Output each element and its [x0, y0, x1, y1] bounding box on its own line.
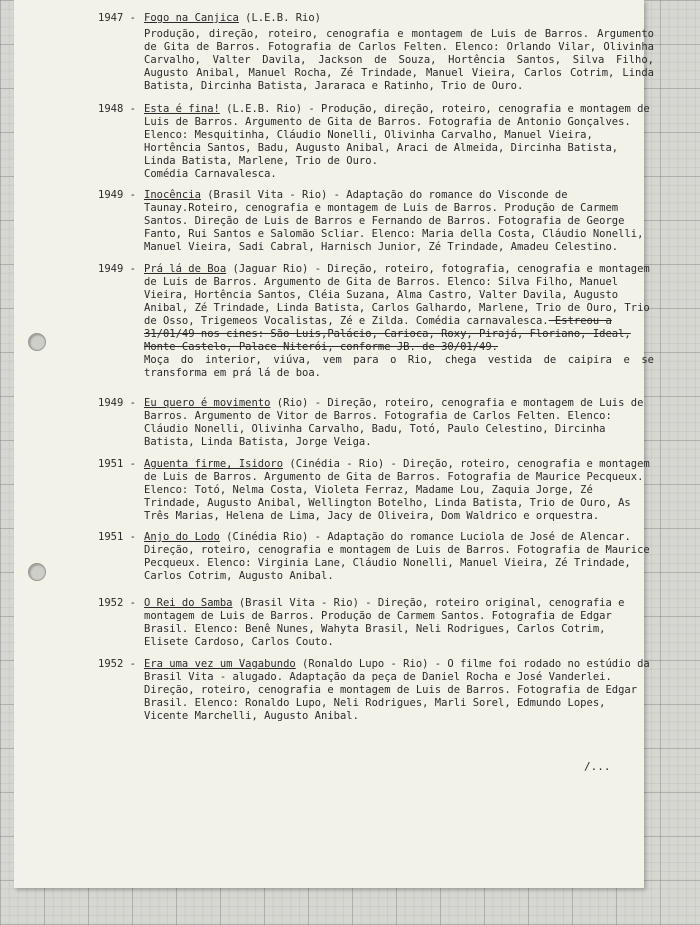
entry-credits: (Rio) - Direção, roteiro, cenografia e montagem de Luis de Barros. Argumento de Vitor de Barros. Fotografia de Carlos Felten. Elenco: Cláudio Nonelli, Olivinha Carvalho, Badu, Totó, Paulo Celestino, Dircinha Batista, Linda Batista, Jorge Veiga.: [144, 397, 644, 448]
punch-hole-top: [28, 333, 46, 351]
film-title: Eu quero é movimento: [144, 397, 271, 409]
entry-year: 1952 -: [98, 658, 136, 670]
film-title: Prá lá de Boa: [144, 263, 227, 275]
entry-credits: Produção, direção, roteiro, cenografia e montagem de Luis de Barros. Argumento de Gita de Barros. Fotografia de Carlos Felten. Elenco: Orlando Vilar, Olivinha Carvalho, Valter Davila, Jackson de Souza, Hortência Santos, Silva Filho, Augusto Anibal, Manuel Rocha, Zé Trindade, Manuel Vieira, Carlos Cotrim, Linda Batista, Dircinha Batista, Jararaca e Ratinho, Trio de Ouro.: [144, 28, 661, 92]
film-title: Era uma vez um Vagabundo: [144, 658, 296, 670]
film-title: Anjo do Lodo: [144, 531, 220, 543]
entry-year: 1948 -: [98, 103, 136, 115]
struck-release-note: Estreou a 31/01/49 nos cines: São Luis,Palácio, Carioca, Roxy, Pirajá, Floriano, Ideal, Monte Castelo, Palace Niterói, conforme JB. de 30/01/49.: [144, 315, 631, 353]
entry-year: 1949 -: [98, 263, 136, 275]
entry-credits: (L.E.B. Rio) - Produção, direção, roteiro, cenografia e montagem de Luis de Barros. Argumento de Gita de Barros. Fotografia de Antonio Gonçalves. Elenco: Mesquitinha, Cláudio Nonelli, Olivinha Carvalho, Manuel Vieira, Hortência Santos, Badu, Augusto Anibal, Araci de Almeida, Dircinha Batista, Linda Batista, Marlene, Trio de Ouro.: [144, 103, 650, 167]
entry-year: 1951 -: [98, 531, 136, 543]
entry-studio: (L.E.B. Rio): [238, 12, 322, 24]
entry-year: 1951 -: [98, 458, 136, 470]
film-title: Aguenta firme, Isidoro: [144, 458, 284, 470]
entry-credits: (Cinédia Rio) - Adaptação do romance Luciola de José de Alencar. Direção, roteiro, cenografia e montagem de Luis de Barros. Fotografia de Maurice Pecqueux. Elenco: Virginia Lane, Cláudio Nonelli, Manuel Vieira, Zé Trindade, Carlos Cotrim, Augusto Anibal.: [144, 531, 650, 582]
entry-year: 1952 -: [98, 597, 136, 609]
entry-note: Comédia carnavalesca.: [415, 315, 549, 327]
continuation-mark: /...: [584, 760, 611, 773]
entry-year: 1947 -: [98, 12, 136, 24]
film-title: Inocência: [144, 189, 201, 201]
entry-credits: (Brasil Vita - Rio) - Adaptação do romance do Visconde de Taunay.Roteiro, cenografia e montagem de Luis de Barros. Produção de Carmem Santos. Direção de Luis de Barros e Fernando de Barros. Fotografia de George Fanto, Rui Santos e Salomão Scliar. Elenco: Maria della Costa, Cláudio Nonelli, Manuel Vieira, Sadi Cabral, Harnisch Junior, Zé Trindade, Amadeu Celestino.: [144, 189, 644, 253]
entry-credits: (Jaguar Rio) - Direção, roteiro, fotografia, cenografia e montagem de Luis de Barros. Argumento de Gita de Barros. Elenco: Silva Filho, Manuel Vieira, Hortência Santos, Cléia Suzana, Alma Castro, Valter Davila, Augusto Anibal, Zé Trindade, Linda Batista, Carlos Galhardo, Marlene, Trio de Ouro, Trio de Osso, Trigemeos Vocalistas, Zé e Zilda.: [144, 263, 650, 327]
entry-credits: (Brasil Vita - Rio) - Direção, roteiro original, cenografia e montagem de Luis de Barros. Produção de Carmem Santos. Fotografia de Edgar Brasil. Elenco: Benê Nunes, Wahyta Brasil, Neli Rodrigues, Carlos Cotrim, Elisete Cardoso, Carlos Couto.: [144, 597, 625, 648]
entry-year: 1949 -: [98, 397, 136, 409]
entry-synopsis: Moça do interior, viúva, vem para o Rio, chega vestida de caipira e se transforma em prá lá de boa.: [144, 354, 661, 379]
film-title: O Rei do Samba: [144, 597, 233, 609]
entry-year: 1949 -: [98, 189, 136, 201]
punch-hole-bottom: [28, 563, 46, 581]
film-title: Fogo na Canjica: [144, 12, 239, 24]
film-title: Esta é fina!: [144, 103, 220, 115]
entry-note: Comédia Carnavalesca.: [144, 168, 277, 180]
entry-credits: (Cinédia - Rio) - Direção, roteiro, cenografia e montagem de Luis de Barros. Argumento de Gita de Barros. Fotografia de Maurice Pecqueux. Elenco: Totó, Nelma Costa, Violeta Ferraz, Madame Lou, Zaquia Jorge, Zé Trindade, Augusto Anibal, Wellington Botelho, Linda Batista, Trio de Ouro, As Três Marias, Helena de Lima, Jacy de Oliveira, Dom Waldrico e orquestra.: [144, 458, 650, 522]
entry-credits: (Ronaldo Lupo - Rio) - O filme foi rodado no estúdio da Brasil Vita - alugado. Adaptação da peça de Daniel Rocha e José Vanderlei. Direção, roteiro, cenografia e montagem de Luis de Barros. Fotografia de Edgar Brasil. Elenco: Ronaldo Lupo, Neli Rodrigues, Marli Sorel, Edmundo Lopes, Vicente Marchelli, Augusto Anibal.: [144, 658, 650, 722]
